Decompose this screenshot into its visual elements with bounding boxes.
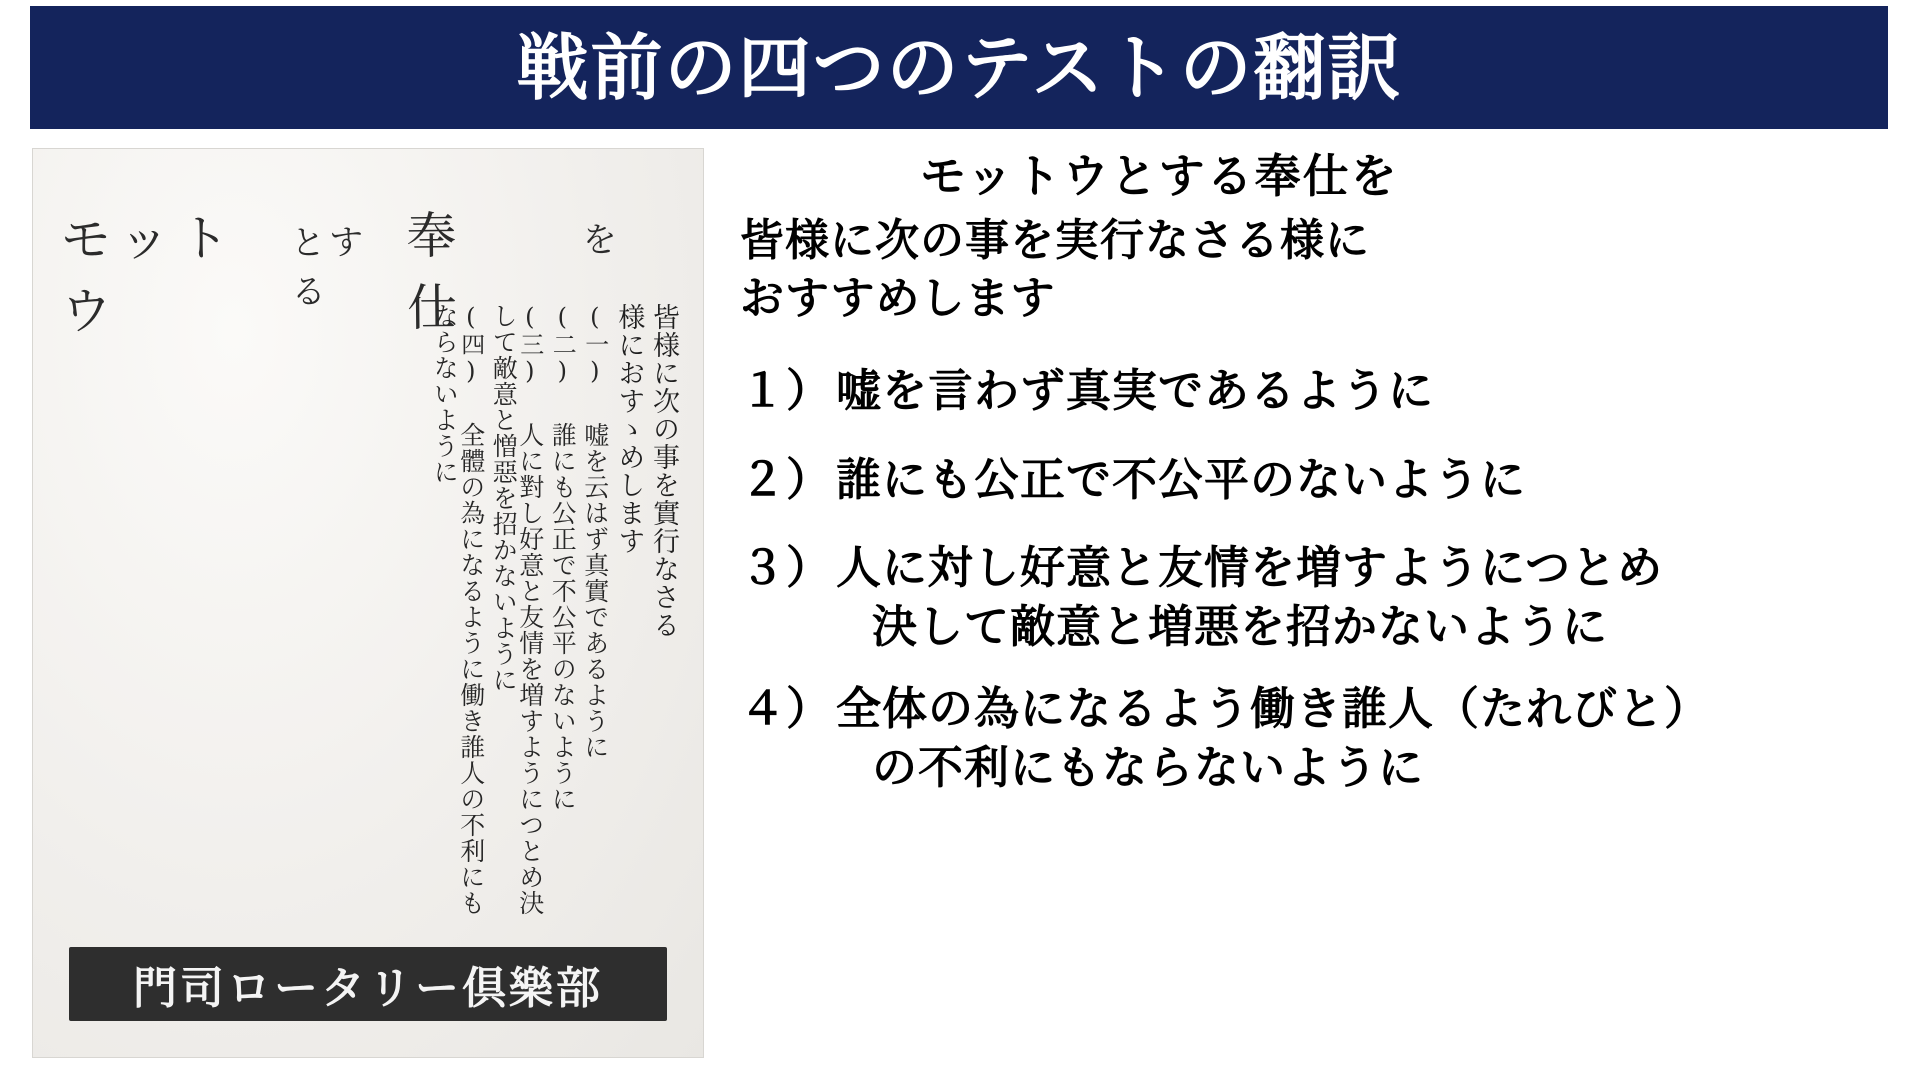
list-item-marker: ３）: [740, 541, 833, 595]
list-item-line-1: 全体の為になるよう働き誰人（たれびと）: [836, 682, 1711, 736]
list-item-line-2: の不利にもならないように: [872, 740, 1425, 794]
photo-column-text: 様におすゝめします: [613, 303, 645, 555]
four-way-test-list: [740, 362, 1900, 797]
photo-column: [614, 299, 643, 937]
list-item-body: [836, 680, 1900, 797]
photo-column-number: (三): [515, 303, 544, 386]
photo-column-text: 人に對し好意と友情を増すようにつとめ決して敵意と憎惡を招かないように: [489, 303, 545, 916]
historical-document-image: [32, 148, 704, 1058]
photo-column-text: 誰にも公正で不公平のないように: [548, 422, 578, 812]
list-item: [740, 539, 1900, 656]
photo-club-name: 門司ロータリー倶樂部: [133, 963, 603, 1014]
list-item-marker: ４）: [740, 682, 833, 736]
list-item-line-2: 決して敵意と増悪を招かないように: [872, 599, 1609, 653]
photo-column-number: (四): [456, 303, 485, 386]
list-item-marker: １）: [740, 364, 833, 418]
photo-column-number: (一): [580, 303, 609, 386]
photo-club-name-plate: [69, 947, 667, 1021]
list-item-body: [836, 362, 1900, 421]
translation-content: [740, 140, 1900, 821]
photo-column: [648, 299, 677, 937]
page-title: 戦前の四つのテストの翻訳: [516, 25, 1402, 110]
photo-vertical-columns: [59, 299, 677, 937]
photo-background: [33, 149, 703, 1057]
photo-column: [431, 299, 484, 937]
list-item-body: [836, 451, 1900, 510]
motto-heading: モットウとする奉仕を: [920, 149, 1399, 203]
photo-column: [549, 299, 576, 937]
list-item-line-1: 人に対し好意と友情を増すようにつとめ: [836, 541, 1664, 595]
photo-heading-part-3: 奉 仕: [406, 206, 527, 338]
photo-column-number: (二): [548, 303, 577, 386]
photo-column-text: 全體の為になるように働き誰人の不利にもならないように: [430, 303, 486, 916]
photo-heading-part-1: モットウ: [60, 209, 240, 341]
photo-column-text: 皆様に次の事を實行なさる: [648, 303, 679, 639]
photo-column: [490, 299, 543, 937]
lead-paragraph: [740, 212, 1900, 328]
photo-column-text: 嘘を云はず真實であるように: [580, 422, 610, 760]
lead-line-1: 皆様に次の事を実行なさる様に: [740, 215, 1370, 266]
photo-heading-part-2: とする: [290, 222, 368, 313]
list-item-marker: ２）: [740, 452, 833, 506]
photo-column: [581, 299, 608, 937]
list-item-body: [836, 539, 1900, 656]
list-item: [740, 451, 1900, 510]
photo-heading-part-4: を: [582, 220, 621, 261]
list-item-line-1: 嘘を言わず真実であるように: [836, 364, 1435, 418]
list-item: [740, 680, 1900, 797]
title-banner: [30, 6, 1888, 129]
lead-line-2: おすすめします: [740, 273, 1056, 325]
list-item-line-1: 誰にも公正で不公平のないように: [836, 452, 1527, 506]
list-item: [740, 362, 1900, 421]
